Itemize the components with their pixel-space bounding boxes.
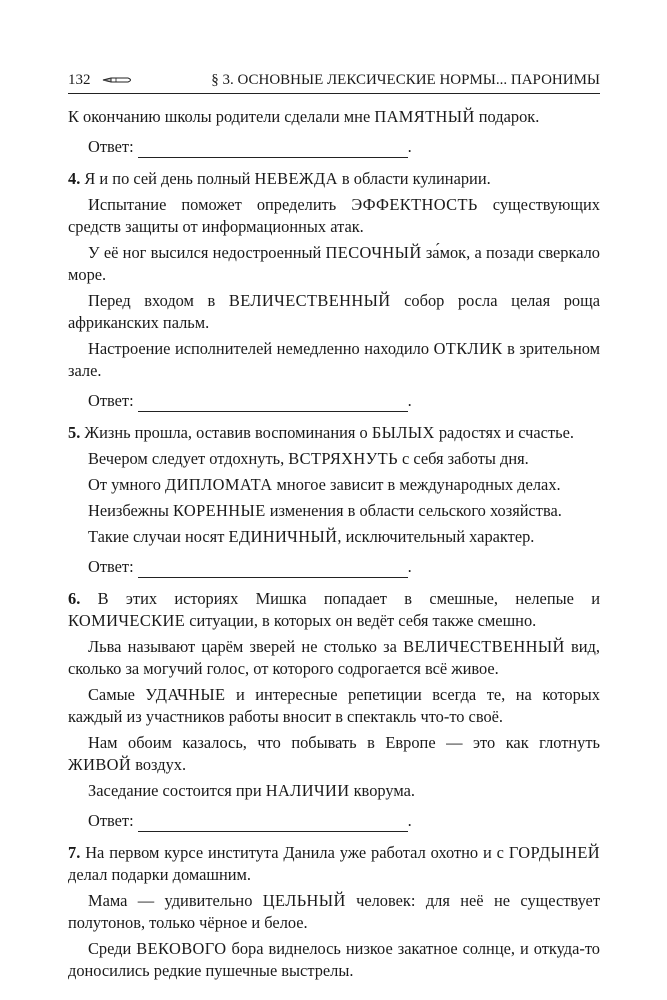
intro-sentence: К окончанию школы родители сделали мне ПАМЯТНЫЙ подарок.	[68, 107, 540, 126]
answer-line[interactable]	[138, 395, 408, 412]
keyword: НЕВЕЖДА	[254, 169, 338, 188]
keyword: ПАМЯТНЫЙ	[374, 107, 475, 126]
answer-label: Ответ:	[88, 137, 134, 156]
task-sentence: От умного ДИПЛОМАТА многое зависит в международных делах.	[88, 475, 561, 494]
answer-label: Ответ:	[88, 557, 134, 576]
keyword: ЭФФЕКТНОСТЬ	[351, 195, 478, 214]
keyword: ЕДИНИЧНЫЙ	[228, 527, 338, 546]
task-sentence: Неизбежны КОРЕННЫЕ изменения в области сельского хозяйства.	[88, 501, 562, 520]
keyword: КОМИЧЕСКИЕ	[68, 611, 186, 630]
keyword: БЫЛЫХ	[371, 423, 435, 442]
answer-row	[88, 556, 600, 578]
task-4	[68, 168, 600, 412]
answer-end: .	[407, 811, 412, 830]
keyword: ЖИВОЙ	[68, 755, 132, 774]
keyword: ЦЕЛЬНЫЙ	[262, 891, 346, 910]
task-sentence: Испытание поможет определить ЭФФЕКТНОСТЬ существующих средств защиты от информационных атак.	[68, 195, 600, 236]
page-number: 132	[68, 72, 91, 88]
task-sentence: 7. На первом курсе института Данила уже работал охотно и с ГОРДЫНЕЙ делал подарки домашним.	[68, 843, 600, 884]
task-sentence: 4. Я и по сей день полный НЕВЕЖДА в области кулинарии.	[68, 169, 491, 188]
answer-line[interactable]	[138, 561, 408, 578]
answer-line[interactable]	[138, 141, 408, 158]
task-sentence: Самые УДАЧНЫЕ и интересные репетиции всегда те, на которых каждый из участников работы вносит в спектакль что-то своё.	[68, 685, 600, 726]
fountain-pen-icon	[102, 75, 134, 85]
answer-label: Ответ:	[88, 811, 134, 830]
page-content	[68, 106, 600, 986]
task-number: 7.	[68, 843, 81, 862]
keyword: ГОРДЫНЕЙ	[508, 843, 600, 862]
task-sentence: У её ног высился недостроенный ПЕСОЧНЫЙ за́мок, а позади сверкало море.	[68, 243, 600, 284]
keyword: ДИПЛОМАТА	[165, 475, 273, 494]
keyword: ВЕЛИЧЕСТВЕННЫЙ	[228, 291, 391, 310]
task-7	[68, 842, 600, 982]
answer-row	[88, 810, 600, 832]
answer-row	[88, 390, 600, 412]
answer-line[interactable]	[138, 815, 408, 832]
task-sentence: Заседание состоится при НАЛИЧИИ кворума.	[88, 781, 415, 800]
answer-end: .	[407, 137, 412, 156]
answer-row	[88, 136, 600, 158]
task-sentence: Перед входом в ВЕЛИЧЕСТВЕННЫЙ собор росла целая роща африканских пальм.	[68, 291, 600, 332]
task-number: 6.	[68, 589, 81, 608]
task-sentence: Мама — удивительно ЦЕЛЬНЫЙ человек: для неё не существует полутонов, только чёрное и белое.	[68, 891, 600, 932]
answer-end: .	[407, 557, 412, 576]
task-sentence: Настроение исполнителей немедленно находило ОТКЛИК в зрительном зале.	[68, 339, 600, 380]
task-6	[68, 588, 600, 832]
page-header	[68, 70, 600, 94]
keyword: КОРЕННЫЕ	[172, 501, 266, 520]
task-sentence: Нам обоим казалось, что побывать в Европе — это как глотнуть ЖИВОЙ воздух.	[68, 733, 600, 774]
task-sentence: Такие случаи носят ЕДИНИЧНЫЙ, исключительный характер.	[88, 527, 535, 546]
keyword: ОТКЛИК	[433, 339, 503, 358]
task-number: 4.	[68, 169, 81, 188]
task-sentence: 6. В этих историях Мишка попадает в смешные, нелепые и КОМИЧЕСКИЕ ситуации, в которых он ведёт себя также смешно.	[68, 589, 600, 630]
keyword: УДАЧНЫЕ	[145, 685, 226, 704]
task-sentence: 5. Жизнь прошла, оставив воспоминания о БЫЛЫХ радостях и счастье.	[68, 423, 574, 442]
task-5	[68, 422, 600, 578]
answer-label: Ответ:	[88, 391, 134, 410]
task-sentence: Льва называют царём зверей не столько за ВЕЛИЧЕСТВЕННЫЙ вид, сколько за могучий голос, от которого содрогается всё живое.	[68, 637, 600, 678]
keyword: НАЛИЧИИ	[265, 781, 350, 800]
running-head: § 3. ОСНОВНЫЕ ЛЕКСИЧЕСКИЕ НОРМЫ... ПАРОНИМЫ	[211, 72, 600, 88]
keyword: ВСТРЯХНУТЬ	[288, 449, 398, 468]
header-rule	[68, 93, 600, 94]
task-sentence: Вечером следует отдохнуть, ВСТРЯХНУТЬ с себя заботы дня.	[88, 449, 529, 468]
keyword: ПЕСОЧНЫЙ	[325, 243, 422, 262]
task-number: 5.	[68, 423, 81, 442]
keyword: ВЕЛИЧЕСТВЕННЫЙ	[403, 637, 565, 656]
task-sentence: Среди ВЕКОВОГО бора виднелось низкое закатное солнце, и откуда-то доносились редкие пушечные выстрелы.	[68, 939, 600, 980]
keyword: ВЕКОВОГО	[136, 939, 227, 958]
answer-end: .	[407, 391, 412, 410]
